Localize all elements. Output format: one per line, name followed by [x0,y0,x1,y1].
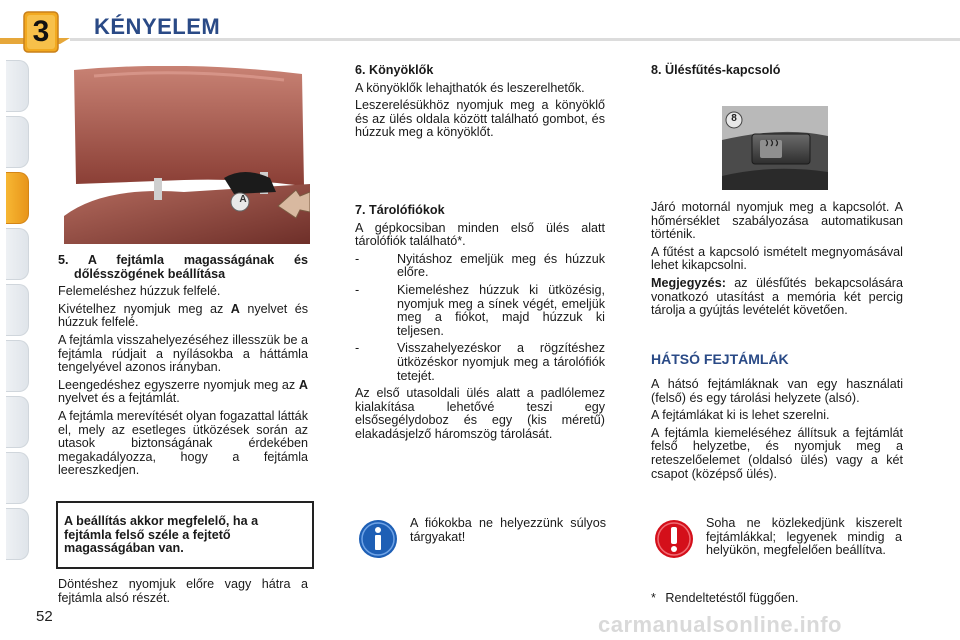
chapter-tabs [0,60,34,580]
chapter-tab[interactable] [6,452,29,504]
chapter-tab[interactable] [6,60,29,112]
rear-headrests-text [651,378,903,485]
paragraph: Az első utasoldali ülés alatt a padlólemez kialakítása lehetővé teszi egy elsősegélydoboz és egy (kis méretű) elakadásjelző háromszög tárolását. [355,386,605,441]
paragraph: Járó motornál nyomjuk meg a kapcsolót. A hőmérséklet szabályozása automatikusan történik. [651,200,903,242]
paragraph: A fejtámlákat ki is lehet szerelni. [651,408,830,423]
paragraph [58,303,308,330]
section-7-title: 7. Tárolófiókok [355,203,445,217]
section-5-title: 5. A fejtámla magasságának és dőlésszögének beállítása [58,253,308,281]
bullet-dash: - [355,251,360,266]
paragraph [58,379,308,406]
footnote-text: Rendeltetéstől függően. [665,591,799,605]
text: Kivételhez nyomjuk meg az [58,301,231,316]
chapter-tab-active[interactable] [6,172,29,224]
paragraph: A fejtámla kiemeléséhez állítsuk a fejtámlát felső helyzetbe, és nyomjuk meg a reteszelőelemet (oldalsó ülés) vagy a két csapot (középső ülés). [651,425,903,481]
warning-icon [654,519,694,559]
column-3 [651,201,903,322]
bullet-item [355,253,605,280]
info-icon [358,519,398,559]
paragraph: Döntéshez nyomjuk előre vagy hátra a fejtámla alsó részét. [58,577,308,605]
info-text: A fiókokba ne helyezzünk súlyos tárgyakat! [410,516,606,544]
tip-text: A beállítás akkor megfelelő, ha a fejtámla felső széle a fejtető magasságában van. [64,514,259,556]
adjustment-tip-box [56,501,314,569]
headrest-figure [64,66,310,244]
column-2-storage [355,204,605,446]
bullet-item [355,284,605,338]
text: nyelvet és húzzuk felfelé. [58,301,309,330]
chapter-number: 3 [32,15,50,48]
paragraph: A hátsó fejtámláknak van egy használati (felső) és egy tárolási helyzete (alsó). [651,377,903,405]
bullet-dash: - [355,341,360,356]
paragraph: A gépkocsiban minden első ülés alatt tárolófiók található*. [355,220,605,249]
header [0,0,960,58]
figure-callout-8: 8 [731,113,737,124]
paragraph: Felemeléshez húzzuk felfelé. [58,284,221,299]
rear-headrests-title: HÁTSÓ FEJTÁMLÁK [651,351,789,367]
bullet-item [355,342,605,383]
paragraph: A fejtámla merevítését olyan fogazattal látták el, mely az esetleges ütközések során az utasok biztonságának érdekében megakadályozza, hogy a fejtámla leereszkedjen. [58,408,308,478]
chapter-tab[interactable] [6,508,29,560]
info-note [410,517,606,548]
chapter-tab[interactable] [6,228,29,280]
paragraph: A könyöklők lehajthatók és leszerelhetők. [355,80,585,95]
chapter-tab[interactable] [6,340,29,392]
column-2 [355,64,605,144]
chapter-tab[interactable] [6,284,29,336]
column-3-heading [651,64,901,82]
label-a: A [230,301,240,316]
figure-callout-a: A [239,194,247,205]
watermark: carmanualsonline.info [598,612,842,637]
text: nyelvet és a fejtámlát. [58,391,180,406]
footnote-mark: * [651,591,656,605]
footnote [651,592,903,606]
paragraph: Leszerelésükhöz nyomjuk meg a könyöklő és az ülés oldala között található gombot, és húzzuk meg a könyöklőt. [355,98,605,140]
column-1 [58,254,308,482]
text: Leengedéshez egyszerre nyomjuk meg az [58,377,299,392]
bullet-text: Visszahelyezéskor a rögzítéshez ütközéskor nyomjuk meg a tárolófiók tetejét. [397,341,605,383]
page-number: 52 [36,608,53,625]
page-title: KÉNYELEM [94,14,221,39]
note-label: Megjegyzés: [651,275,726,290]
section-8-title: 8. Ülésfűtés-kapcsoló [651,63,781,77]
paragraph: A fűtést a kapcsoló ismételt megnyomásával lehet kikapcsolni. [651,244,903,273]
tilt-paragraph [58,578,308,609]
chapter-tab[interactable] [6,396,29,448]
bullet-dash: - [355,282,360,297]
warning-text: Soha ne közlekedjünk kiszerelt fejtámlákkal; legyenek mindig a helyükön, megfelelően beállítva. [706,516,902,558]
paragraph: A fejtámla visszahelyezéséhez illesszük be a fejtámla rúdjait a nyílásokba a háttámla tengelyével azonos irányban. [58,332,308,375]
label-a: A [298,377,308,392]
section-6-title: 6. Könyöklők [355,63,434,77]
paragraph [651,277,903,318]
text: az ülésfűtés bekapcsolására vonatkozó utasítást a memória két percig tárolja a gyújtás levételét követően. [651,275,903,318]
chapter-tab[interactable] [6,116,29,168]
warning-note [706,517,902,562]
bullet-text: Kiemeléshez húzzuk ki ütközésig, nyomjuk meg a sínek végét, emeljük meg a fiókot, majd húzzuk ki teljesen. [397,282,605,338]
bullet-text: Nyitáshoz emeljük meg és húzzuk előre. [397,251,605,280]
